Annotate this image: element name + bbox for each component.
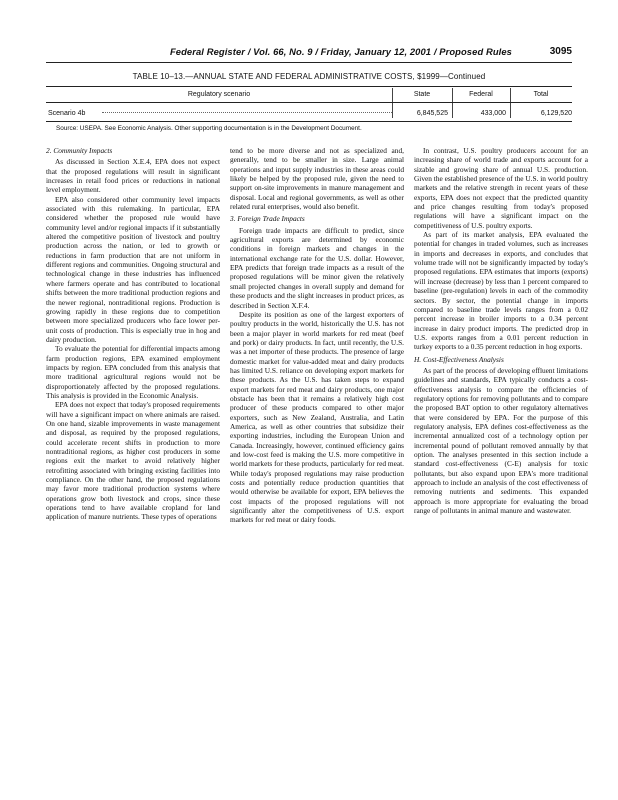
text-column-3 bbox=[414, 146, 588, 515]
running-header bbox=[46, 46, 572, 60]
page-number: 3095 bbox=[549, 46, 572, 57]
paragraph: EPA also considered other community level impacts associated with this rulemaking. In particular, EPA considered whether the proposed rule would have community level and/or regional impacts if it substantially altered the competitive position of livestock and poultry production across the nation, or led to growth or reductions in farm production that are not uniform in different regions and communities. Ongoing structural and technological change in these industries has influenced where farmers operate and has contributed to locational shifts between the more traditional production regions and the newer regional, nontraditional regions. Production is growing rapidly in these regions due to competition between more specialized producers who face lower per-unit costs of production. This is especially true in hog and dairy production. bbox=[46, 194, 220, 344]
table-top-rule bbox=[46, 86, 572, 87]
paragraph: In contrast, U.S. poultry producers account for an increasing share of world trade and exports account for a sizable and growing share of annual U.S. production. Given the established presence of the U.S. in world poultry markets and the relative strength in recent years of these exports, EPA does not expect that the predicted quantity and price changes resulting from today's proposed regulations will have a significant impact on the competitiveness of U.S. poultry exports. bbox=[414, 146, 588, 230]
table-source-note: Source: USEPA. See Economic Analysis. Other supporting documentation is in the Development Document. bbox=[56, 125, 362, 132]
header-rule bbox=[46, 62, 572, 63]
table-cell-state: 6,845,525 bbox=[416, 110, 448, 117]
paragraph: As part of the process of developing effluent limitations guidelines and standards, EPA typically conducts a cost-effectiveness analysis to compare the efficiencies of regulatory options for removing pollutants and to compare the proposed BAT option to other regulatory alternatives that were considered by EPA. For the purpose of this regulatory analysis, EPA defines cost-effectiveness as the incremental annualized cost of a technology option per incremental pound of pollutant removed annually by that option. The analyses presented in this section include a standard cost-effectiveness (C-E) analysis for toxic pollutants, but also expand upon EPA's more traditional approach to include an analysis of the cost effectiveness of removing nutrients and sediments. This expanded approach is more appropriate for evaluating the broad range of pollutants in animal manure and wastewater. bbox=[414, 365, 588, 516]
running-title: Federal Register / Vol. 66, No. 9 / Friday, January 12, 2001 / Proposed Rules bbox=[169, 46, 512, 57]
table-title: TABLE 10–13.—ANNUAL STATE AND FEDERAL ADMINISTRATIVE COSTS, $1999—Continued bbox=[132, 72, 486, 81]
table-header-total: Total bbox=[533, 91, 549, 98]
table-header-federal: Federal bbox=[469, 91, 493, 98]
paragraph: Despite its position as one of the largest exporters of poultry products in the world, historically the U.S. has not been a major player in world markets for red meat (beef and pork) or dairy products. In fact, until recently, the U.S. was a net importer of these products. The presence of large domestic market for value-added meat and dairy products has limited U.S. reliance on developing export markets for these products. As the U.S. has taken steps to expand export markets for red meat and dairy products, one major obstacle has been that it remains a relatively high cost producer of these products compared to other major exporters, such as New Zealand, Australia, and Latin America, as well as other countries that subsidize their exporting industries, including the European Union and Canada. Increasingly, however, continued efficiency gains and low-cost feed is making the U.S. more competitive in world markets for these products, particularly for red meat. While today's proposed regulations may raise production costs and potentially reduce production quantities that would otherwise be available for export, EPA believes the cost impacts of the proposed regulations will not significantly alter the competitiveness of U.S. export markets for red meat or dairy foods. bbox=[230, 309, 404, 525]
paragraph: Foreign trade impacts are difficult to predict, since agricultural exports are determined by economic conditions in foreign markets and changes in the international exchange rate for the U.S. dollar. However, EPA predicts that foreign trade impacts as a result of the proposed regulations will be minor given the relatively small projected changes in overall supply and demand for these products and the slight increases in product prices, as described in Section X.F.4. bbox=[230, 225, 404, 310]
table-header-scenario: Regulatory scenario bbox=[187, 91, 251, 98]
table-cell-total: 6,129,520 bbox=[540, 110, 572, 117]
paragraph: To evaluate the potential for differential impacts among farm production regions, EPA examined employment impacts by region. EPA concluded from this analysis that more traditional agricultural regions would not be disproportionately affected by the proposed regulations. This analysis is provided in the Economic Analysis. bbox=[46, 344, 220, 400]
table-row-label: Scenario 4b bbox=[48, 110, 86, 117]
table-header-rule bbox=[46, 102, 572, 103]
section-heading: H. Cost-Effectiveness Analysis bbox=[414, 354, 504, 364]
text-column-1 bbox=[46, 146, 220, 522]
text-column-2 bbox=[230, 146, 404, 525]
paragraph: As part of its market analysis, EPA evaluated the potential for changes in traded volumes, such as increases in imports and decreases in exports, and concludes that volume trade will not be significantly impacted by today's proposed regulations. EPA estimates that imports (exports) will increase (decrease) by less than 1 percent compared to baseline (pre-regulation) levels in each of the commodity sectors. By sector, the potential change in imports compared to baseline trade levels ranges from a 0.02 percent increase in broiler imports to a 0.34 percent increase in dairy product imports. The predicted drop in U.S. exports ranges from a 0.01 percent reduction in turkey exports to a 0.35 percent reduction in hog exports. bbox=[414, 230, 588, 352]
table-leader-dots bbox=[102, 112, 392, 113]
table-cell-federal: 433,000 bbox=[480, 110, 506, 117]
table-bottom-rule bbox=[46, 121, 572, 122]
table-header-state: State bbox=[413, 91, 431, 98]
paragraph: EPA does not expect that today's proposed requirements will have a significant impact on where animals are raised. On one hand, sizable improvements in waste management and disposal, as required by the proposed regulations, could accelerate recent shifts in production to more nontraditional regions, as higher cost producers in some regions exit the market to avoid relatively higher retrofitting associated with bringing existing facilities into compliance. On the other hand, the proposed regulations may favor more traditional production systems where operations grow both livestock and crops, since these operations tend to have available cropland for land application of manure nutrients. These types of operations bbox=[46, 400, 220, 522]
paragraph: As discussed in Section X.E.4, EPA does not expect that the proposed regulations will result in significant increases in retail food prices or reductions in national level employment. bbox=[46, 157, 220, 195]
section-heading: 3. Foreign Trade Impacts bbox=[230, 214, 305, 224]
section-heading: 2. Community Impacts bbox=[46, 146, 113, 155]
paragraph: tend to be more diverse and not as specialized and, generally, tend to be smaller in size. Large animal operations and input supply industries in these areas could likely be helped by the proposed rule, given the need to support on-site improvements in manure management and disposal. Local and regional governments, as well as other related rural enterprises, would also benefit. bbox=[230, 146, 404, 212]
